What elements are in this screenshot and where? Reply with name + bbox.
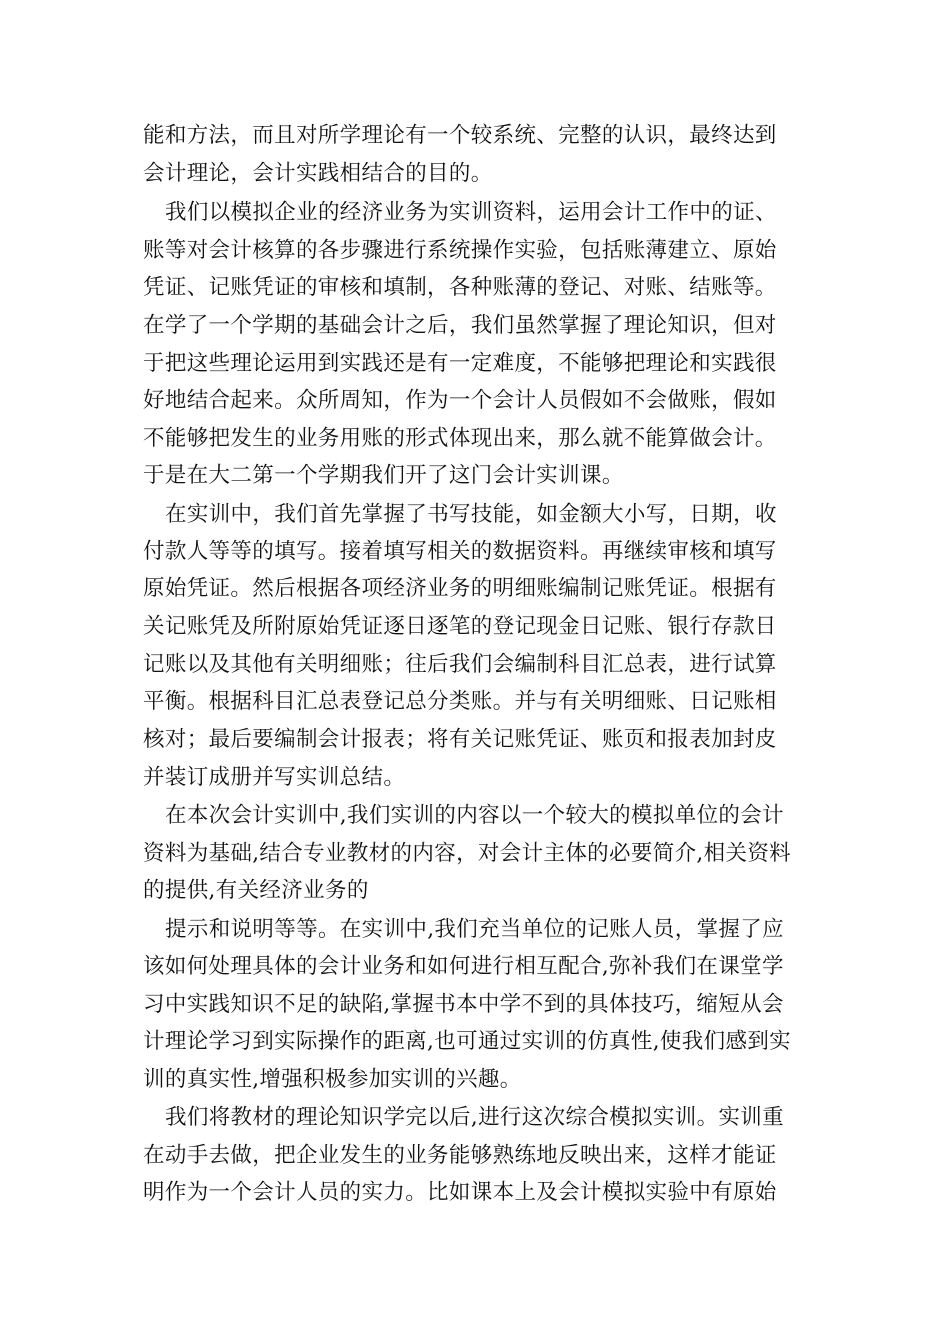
text-line: 明作为一个会计人员的实力。比如课本上及会计模拟实验中有原始 xyxy=(143,1180,777,1205)
text-line: 平衡。根据科目汇总表登记总分类账。并与有关明细账、日记账相 xyxy=(143,689,777,714)
paragraph-start-line: 我们将教材的理论知识学完以后,进行这次综合模拟实训。实训重 xyxy=(165,1105,784,1130)
text-line: 账等对会计核算的各步骤进行系统操作实验，包括账薄建立、原始 xyxy=(143,238,777,263)
paragraph-start-line: 在实训中，我们首先掌握了书写技能，如金额大小写，日期，收 xyxy=(165,502,777,527)
text-line: 不能够把发生的业务用账的形式体现出来，那么就不能算做会计。 xyxy=(143,426,777,451)
text-line: 在动手去做，把企业发生的业务能够熟练地反映出来，这样才能证 xyxy=(143,1143,777,1168)
text-line: 好地结合起来。众所周知，作为一个会计人员假如不会做账，假如 xyxy=(143,388,777,413)
text-line: 计理论学习到实际操作的距离,也可通过实训的仿真性,使我们感到实 xyxy=(143,1029,792,1054)
text-line: 训的真实性,增强积极参加实训的兴趣。 xyxy=(143,1067,522,1092)
text-line: 会计理论，会计实践相结合的目的。 xyxy=(143,161,493,186)
text-line: 付款人等等的填写。接着填写相关的数据资料。再继续审核和填写 xyxy=(143,539,777,564)
paragraph-start-line: 在本次会计实训中,我们实训的内容以一个较大的模拟单位的会计 xyxy=(165,803,784,828)
text-line: 关记账凭及所附原始凭证逐日逐笔的登记现金日记账、银行存款日 xyxy=(143,614,777,639)
text-line: 记账以及其他有关明细账；往后我们会编制科目汇总表，进行试算 xyxy=(143,652,777,677)
text-line: 习中实践知识不足的缺陷,掌握书本中学不到的具体技巧，缩短从会 xyxy=(143,992,784,1017)
paragraph-start-line: 提示和说明等等。在实训中,我们充当单位的记账人员，掌握了应 xyxy=(165,917,784,942)
text-line: 原始凭证。然后根据各项经济业务的明细账编制记账凭证。根据有 xyxy=(143,576,777,601)
text-line: 资料为基础,结合专业教材的内容，对会计主体的必要简介,相关资料 xyxy=(143,841,792,866)
text-line: 核对；最后要编制会计报表；将有关记账凭证、账页和报表加封皮 xyxy=(143,727,777,752)
text-line: 在学了一个学期的基础会计之后，我们虽然掌握了理论知识，但对 xyxy=(143,313,777,338)
text-line: 该如何处理具体的会计业务和如何进行相互配合,弥补我们在课堂学 xyxy=(143,954,784,979)
text-line: 能和方法，而且对所学理论有一个较系统、完整的认识，最终达到 xyxy=(143,123,777,148)
paragraph-start-line: 我们以模拟企业的经济业务为实训资料，运用会计工作中的证、 xyxy=(165,200,777,225)
text-line: 凭证、记账凭证的审核和填制，各种账薄的登记、对账、结账等。 xyxy=(143,275,777,300)
text-line: 的提供,有关经济业务的 xyxy=(143,878,369,903)
text-line: 于把这些理论运用到实践还是有一定难度，不能够把理论和实践很 xyxy=(143,351,777,376)
text-line: 于是在大二第一个学期我们开了这门会计实训课。 xyxy=(143,463,624,488)
text-line: 并装订成册并写实训总结。 xyxy=(143,765,406,790)
